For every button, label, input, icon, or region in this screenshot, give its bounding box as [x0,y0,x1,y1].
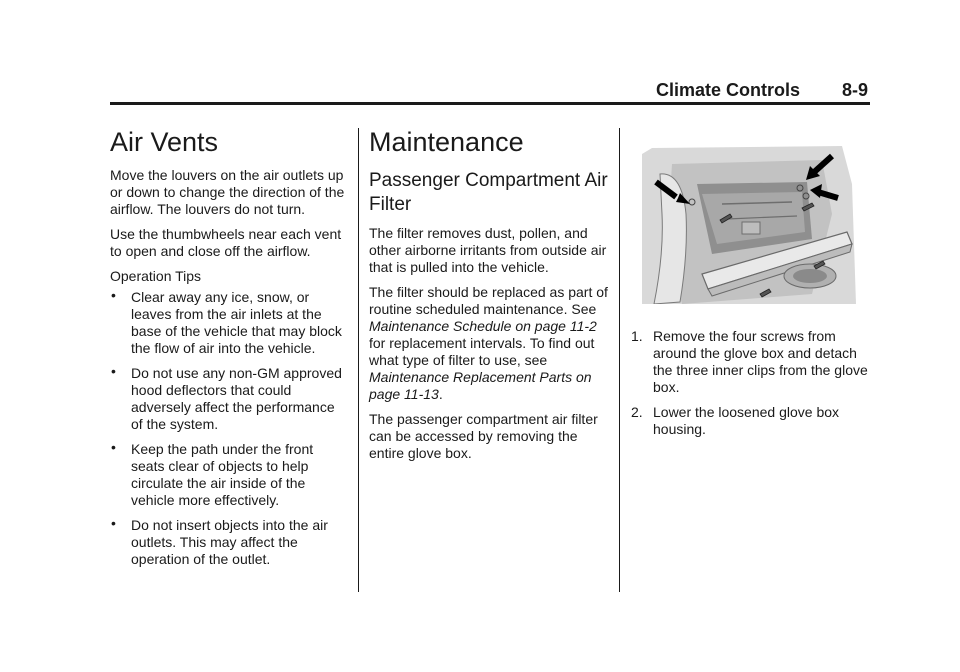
operation-tips-list [110,289,350,568]
running-head [110,80,870,104]
list-item: • Clear away any ice, snow, or leaves from the air inlets at the base of the vehicle that may block the flow of air into the vehicle. [111,287,342,356]
bullet-icon: • [111,439,116,455]
maintenance-paragraph-2: The filter should be replaced as part of routine scheduled maintenance. See Maintenance Schedule on page 11-2 for replacement intervals. To find out what type of filter to use, see Maintenance Replacement Parts on page 11-13. [369,284,608,402]
column-divider-2 [619,128,620,592]
schedule-reference: Maintenance Schedule on page 11-2 [369,318,597,334]
glove-box-illustration [642,144,856,304]
air-filter-subheading: Passenger Compartment Air Filter [369,170,608,215]
list-item: 1. Remove the four screws from around the glove box and detach the three inner clips from the glove box. [631,328,868,395]
air-vents-paragraph-2: Use the thumbwheels near each vent to open and close off the airflow. [110,226,342,259]
page-number: 8-9 [841,80,868,100]
step-number: 1. [631,328,643,344]
removal-steps [631,328,871,438]
column-maintenance [369,128,609,470]
air-vents-heading: Air Vents [110,127,219,157]
operation-tips-heading: Operation Tips [110,268,202,284]
maintenance-heading: Maintenance [369,127,524,157]
list-item: • Do not insert objects into the air outlets. This may affect the operation of the outlet. [111,515,328,567]
column-air-vents [110,128,350,576]
list-item: • Keep the path under the front seats clear of objects to help circulate the air inside of the vehicle more effectively. [111,439,314,508]
bullet-icon: • [111,287,116,303]
bullet-icon: • [111,515,116,531]
step-number: 2. [631,404,643,420]
bullet-icon: • [111,363,116,379]
column-divider-1 [358,128,359,592]
parts-reference: Maintenance Replacement Parts on page 11-13 [369,369,592,402]
maintenance-paragraph-1: The filter removes dust, pollen, and other airborne irritants from outside air that is pulled into the vehicle. [369,225,607,275]
air-vents-paragraph-1: Move the louvers on the air outlets up or down to change the direction of the airflow. The louvers do not turn. [110,167,345,217]
list-item: 2. Lower the loosened glove box housing. [631,404,840,437]
section-title: Climate Controls [655,80,800,100]
column-steps [631,128,871,446]
maintenance-paragraph-3: The passenger compartment air filter can be accessed by removing the entire glove box. [369,411,598,461]
list-item: • Do not use any non-GM approved hood deflectors that could adversely affect the performance of the system. [111,363,342,432]
header-rule [110,102,870,105]
